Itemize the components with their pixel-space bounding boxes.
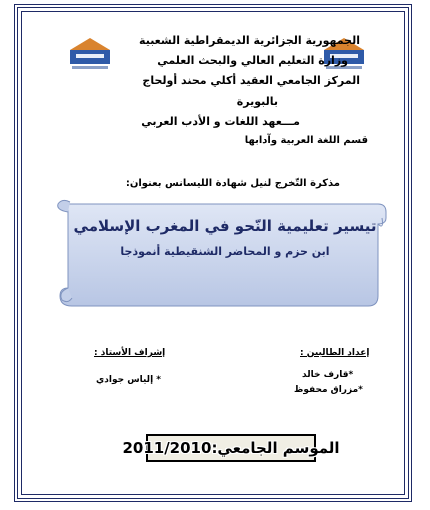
- student-name-1: *قارف خالد: [302, 370, 354, 380]
- header-institute: مـــعهد اللغات و الأدب العربي: [141, 115, 300, 128]
- supervisor-name: * إلياس جوادي: [96, 375, 161, 385]
- academic-season: الموسم الجامعي:2011/2010: [122, 439, 340, 457]
- university-logo-left: [66, 32, 114, 72]
- header-city: بالبويرة: [236, 95, 278, 108]
- academic-season-box: [122, 434, 340, 462]
- thesis-subtitle: ابن حزم و المحاضر الشنقيطية أنموذجا: [120, 245, 330, 258]
- thesis-title: تيسير تعليمية النّحو في المغرب الإسلامي: [73, 217, 377, 235]
- student-name-2: *مزراق محفوظ: [294, 385, 363, 395]
- students-label: إعداد الطالبين :: [300, 348, 370, 358]
- memo-label: مذكرة التّخرج لنيل شهادة الليسانس بعنوان:: [125, 178, 340, 189]
- department-name: قسم اللغة العربية وآدابها: [244, 135, 368, 146]
- supervisor-label: إشراف الأستاذ :: [94, 348, 166, 358]
- header-republic: الجمهورية الجزائرية الديمقراطية الشعبية: [139, 34, 360, 47]
- header-ministry: وزارة التعليم العالي والبحث العلمي: [157, 54, 348, 67]
- header-center: المركز الجامعي العقيد أكلي محند أولحاج: [142, 74, 360, 87]
